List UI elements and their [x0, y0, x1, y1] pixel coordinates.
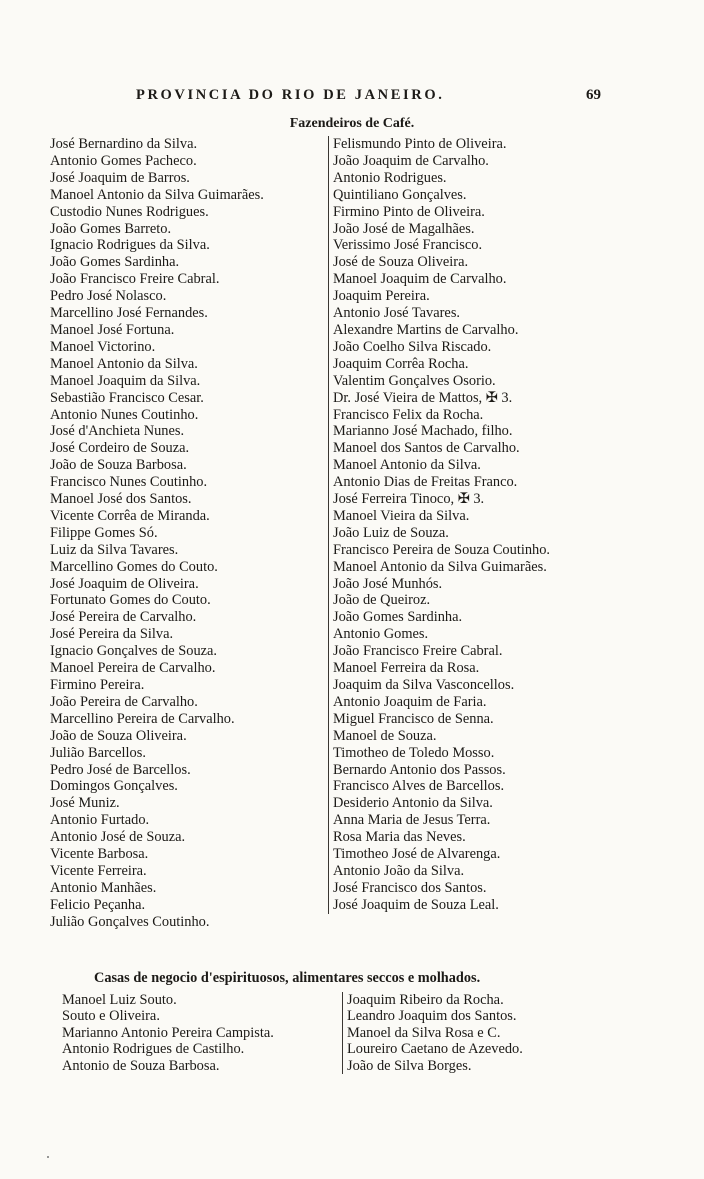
name-entry: Filippe Gomes Só.: [50, 524, 158, 541]
name-entry: Marianno José Machado, filho.: [333, 423, 513, 440]
name-entry: Anna Maria de Jesus Terra.: [333, 812, 491, 829]
name-entry: João de Souza Oliveira.: [50, 727, 187, 744]
name-entry: José Muniz.: [50, 795, 120, 812]
name-entry: José Joaquim de Oliveira.: [50, 575, 199, 592]
name-entry: Ignacio Rodrigues da Silva.: [50, 237, 210, 254]
business-entry: Joaquim Ribeiro da Rocha.: [347, 992, 504, 1008]
name-entry: Manoel Pereira de Carvalho.: [50, 660, 216, 677]
name-entry: Francisco Pereira de Souza Coutinho.: [333, 541, 551, 558]
business-entry: Loureiro Caetano de Azevedo.: [347, 1041, 523, 1058]
name-entry: Domingos Gonçalves.: [50, 778, 178, 795]
name-entry: Manoel Antonio da Silva Guimarães.: [333, 558, 547, 575]
fazendeiros-right-column: [328, 136, 677, 914]
name-entry: José Pereira da Silva.: [50, 626, 174, 643]
name-entry: João Gomes Sardinha.: [333, 609, 463, 626]
name-entry: João Luiz de Souza.: [333, 524, 449, 541]
name-entry: Felicio Peçanha.: [50, 896, 146, 913]
name-entry: Marcellino Gomes do Couto.: [50, 558, 218, 575]
name-entry: Manoel Antonio da Silva.: [333, 457, 481, 474]
name-entry: Antonio Furtado.: [50, 812, 150, 829]
name-entry: José Joaquim de Souza Leal.: [333, 896, 499, 913]
name-entry: Joaquim Pereira.: [333, 288, 430, 305]
running-head: [0, 87, 704, 107]
name-entry: Francisco Alves de Barcellos.: [333, 778, 505, 795]
name-entry: Firmino Pinto de Oliveira.: [333, 203, 485, 220]
name-entry: João Francisco Freire Cabral.: [50, 271, 220, 288]
name-entry: Manoel Antonio da Silva.: [50, 355, 198, 372]
fazendeiros-left-column: [50, 136, 326, 931]
name-entry: Joaquim Corrêa Rocha.: [333, 355, 469, 372]
name-entry: Antonio Dias de Freitas Franco.: [333, 474, 518, 491]
name-entry: Firmino Pereira.: [50, 677, 145, 693]
name-entry: Desiderio Antonio da Silva.: [333, 795, 493, 812]
name-entry: Verissimo José Francisco.: [333, 237, 483, 254]
business-entry: Leandro Joaquim dos Santos.: [347, 1008, 517, 1025]
name-entry: Marcellino José Fernandes.: [50, 305, 208, 322]
name-entry: José Cordeiro de Souza.: [50, 440, 190, 457]
name-entry: Manoel Joaquim da Silva.: [50, 372, 201, 389]
name-entry: Antonio Nunes Coutinho.: [50, 406, 199, 423]
name-entry: Antonio Gomes.: [333, 626, 429, 643]
business-entry: Manoel da Silva Rosa e C.: [347, 1024, 501, 1041]
name-entry: Vicente Barbosa.: [50, 846, 149, 863]
name-entry: João de Souza Barbosa.: [50, 457, 187, 474]
name-entry: José Ferreira Tinoco, ✠ 3.: [333, 491, 485, 508]
name-entry: Antonio Rodrigues.: [333, 169, 447, 186]
name-entry: Luiz da Silva Tavares.: [50, 541, 179, 558]
name-entry: Manoel Ferreira da Rosa.: [333, 660, 480, 677]
name-entry: Marcellino Pereira de Carvalho.: [50, 710, 235, 727]
casas-right-column: [342, 992, 647, 1074]
name-entry: José Francisco dos Santos.: [333, 879, 487, 896]
name-entry: Antonio Manhães.: [50, 879, 157, 896]
section-title-casas-de-negocio: Casas de negocio d'espirituosos, alimentares seccos e molhados.: [94, 970, 481, 986]
paper-speck: [47, 1156, 49, 1158]
name-entry: Antonio João da Silva.: [333, 862, 465, 879]
name-entry: João Joaquim de Carvalho.: [333, 152, 489, 169]
business-entry: Manoel Luiz Souto.: [62, 992, 177, 1008]
name-entry: Pedro José Nolasco.: [50, 288, 167, 305]
name-entry: Antonio Gomes Pacheco.: [50, 152, 197, 169]
name-entry: Julião Gonçalves Coutinho.: [50, 913, 210, 930]
name-entry: Rosa Maria das Neves.: [333, 829, 466, 846]
name-entry: Sebastião Francisco Cesar.: [50, 389, 204, 406]
name-entry: João Coelho Silva Riscado.: [333, 338, 492, 355]
name-entry: Fortunato Gomes do Couto.: [50, 592, 211, 609]
name-entry: João José de Magalhães.: [333, 220, 475, 237]
name-entry: Quintiliano Gonçalves.: [333, 186, 467, 203]
name-entry: Manoel José Fortuna.: [50, 321, 175, 338]
name-entry: José Pereira de Carvalho.: [50, 609, 197, 626]
name-entry: Miguel Francisco de Senna.: [333, 710, 494, 727]
name-entry: Antonio Joaquim de Faria.: [333, 693, 487, 710]
name-entry: Francisco Nunes Coutinho.: [50, 474, 208, 491]
name-entry: Manoel Victorino.: [50, 338, 156, 355]
page-number: 69: [586, 87, 601, 103]
name-entry: José d'Anchieta Nunes.: [50, 423, 185, 440]
name-entry: Julião Barcellos.: [50, 744, 146, 761]
business-entry: Antonio de Souza Barbosa.: [62, 1057, 220, 1074]
name-entry: Manoel dos Santos de Carvalho.: [333, 440, 520, 457]
name-entry: José de Souza Oliveira.: [333, 254, 469, 271]
section-title-fazendeiros: Fazendeiros de Café.: [289, 116, 415, 131]
name-entry: João Pereira de Carvalho.: [50, 693, 198, 710]
business-entry: Antonio Rodrigues de Castilho.: [62, 1041, 245, 1058]
name-entry: Vicente Ferreira.: [50, 862, 147, 879]
name-entry: Vicente Corrêa de Miranda.: [50, 507, 210, 524]
casas-left-column: [62, 992, 338, 1074]
name-entry: Manoel Vieira da Silva.: [333, 507, 470, 524]
name-entry: Manoel de Souza.: [333, 727, 437, 744]
business-entry: Souto e Oliveira.: [62, 1008, 160, 1025]
name-entry: Manoel Joaquim de Carvalho.: [333, 271, 507, 288]
name-entry: João de Queiroz.: [333, 592, 431, 609]
business-entry: Marianno Antonio Pereira Campista.: [62, 1024, 274, 1041]
name-entry: Manoel José dos Santos.: [50, 491, 192, 508]
name-entry: Valentim Gonçalves Osorio.: [333, 372, 496, 389]
name-entry: Antonio José de Souza.: [50, 829, 186, 846]
name-entry: Alexandre Martins de Carvalho.: [333, 321, 519, 338]
name-entry: João Gomes Barreto.: [50, 220, 172, 237]
name-entry: Dr. José Vieira de Mattos, ✠ 3.: [333, 389, 513, 406]
name-entry: Manoel Antonio da Silva Guimarães.: [50, 186, 264, 203]
name-entry: Custodio Nunes Rodrigues.: [50, 203, 209, 220]
name-entry: Timotheo de Toledo Mosso.: [333, 744, 495, 761]
name-entry: João José Munhós.: [333, 575, 443, 592]
business-entry: João de Silva Borges.: [347, 1057, 472, 1074]
name-entry: Felismundo Pinto de Oliveira.: [333, 136, 507, 152]
name-entry: Joaquim da Silva Vasconcellos.: [333, 677, 515, 693]
name-entry: Francisco Felix da Rocha.: [333, 406, 484, 423]
name-entry: João Gomes Sardinha.: [50, 254, 180, 271]
name-entry: Timotheo José de Alvarenga.: [333, 846, 501, 863]
name-entry: Antonio José Tavares.: [333, 305, 461, 322]
name-entry: João Francisco Freire Cabral.: [333, 643, 503, 660]
name-entry: José Bernardino da Silva.: [50, 136, 198, 152]
name-entry: Ignacio Gonçalves de Souza.: [50, 643, 218, 660]
name-entry: Pedro José de Barcellos.: [50, 761, 191, 778]
name-entry: Bernardo Antonio dos Passos.: [333, 761, 506, 778]
page-header-title: PROVINCIA DO RIO DE JANEIRO.: [136, 87, 445, 103]
name-entry: José Joaquim de Barros.: [50, 169, 190, 186]
